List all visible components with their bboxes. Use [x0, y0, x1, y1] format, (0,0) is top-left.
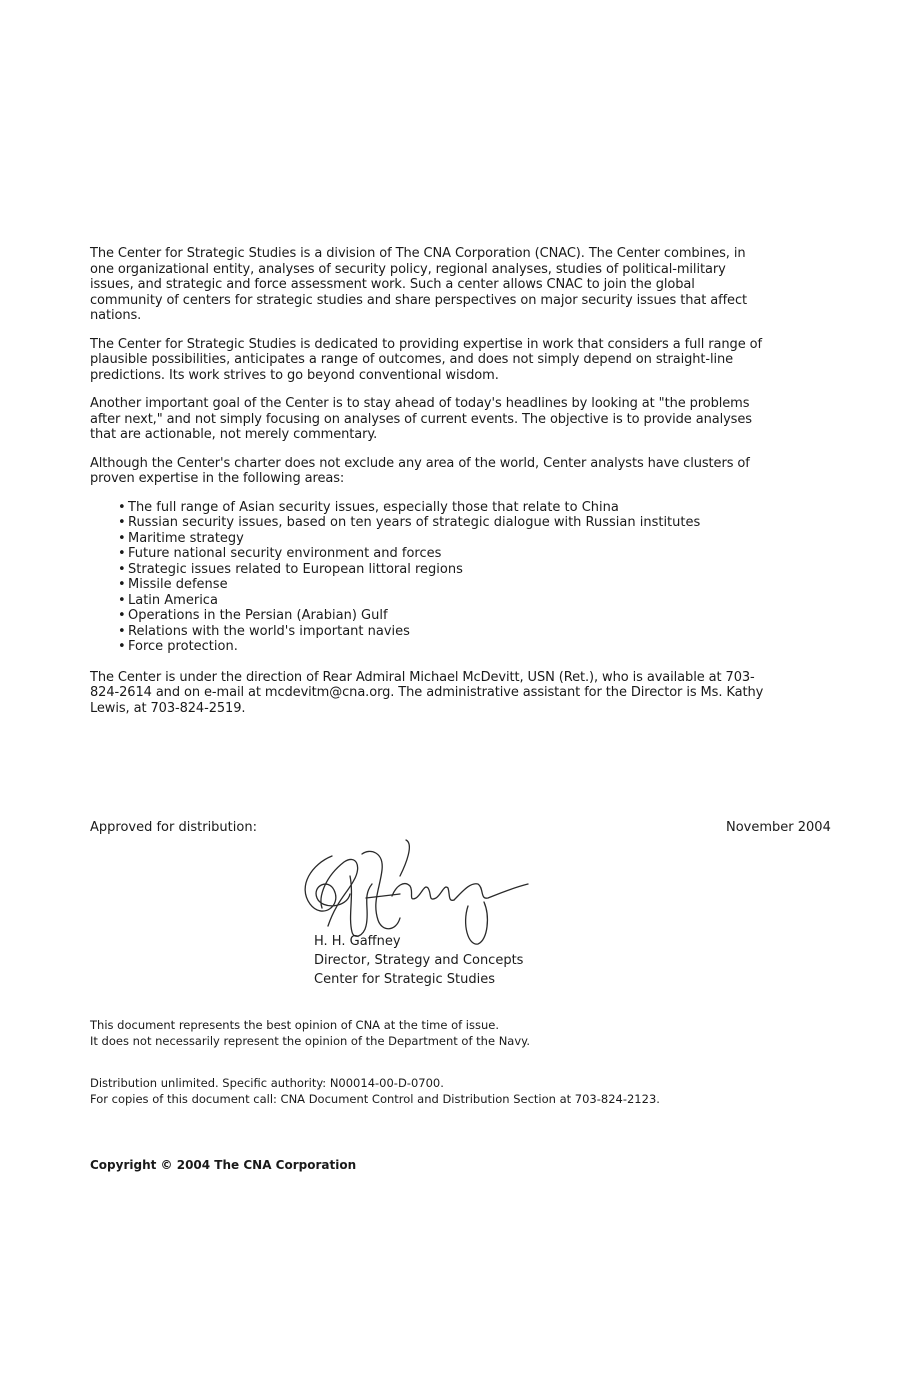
signer-title: Director, Strategy and Concepts [314, 953, 524, 968]
list-item: • Force protection. [118, 639, 770, 655]
intro-section [90, 246, 770, 729]
disclaimer-line: This document represents the best opinion of CNA at the time of issue. [90, 1018, 500, 1032]
disclaimer [90, 1017, 530, 1049]
intro-paragraph-2: The Center for Strategic Studies is dedicated to providing expertise in work that considers a full range of plausible possibilities, anticipates a range of outcomes, and does not simply depend on straight-line predictions. Its work strives to go beyond conventional wisdom. [90, 336, 762, 383]
intro-paragraph-4: Although the Center's charter does not exclude any area of the world, Center analysts have clusters of proven expertise in the following areas: [90, 455, 750, 486]
disclaimer-line: It does not necessarily represent the opinion of the Department of the Navy. [90, 1034, 530, 1048]
list-item: • The full range of Asian security issues, especially those that relate to China [118, 500, 770, 516]
list-item: • Missile defense [118, 577, 770, 593]
list-item: • Relations with the world's important navies [118, 624, 770, 640]
expertise-list [90, 500, 770, 655]
director-paragraph: The Center is under the direction of Rear Admiral Michael McDevitt, USN (Ret.), who is available at 703-824-2614 and on e-mail at mcdevitm@cna.org. The administrative assistant for the Director is Ms. Kathy Lewis, at 703-824-2519. [90, 669, 764, 716]
signer-organization: Center for Strategic Studies [314, 972, 496, 987]
list-item: • Maritime strategy [118, 531, 770, 547]
intro-paragraph-3: Another important goal of the Center is to stay ahead of today's headlines by looking at "the problems after next," and not simply focusing on analyses of current events. The objective is to provide analyses that are actionable, not merely commentary. [90, 396, 752, 442]
intro-paragraph-1: The Center for Strategic Studies is a division of The CNA Corporation (CNAC). The Center combines, in one organizational entity, analyses of security policy, regional analyses, studies of political-military issues, and strategic and force assessment work. Such a center allows CNAC to join the global community of centers for strategic studies and share perspectives on major security issues that affect nations. [90, 246, 747, 323]
approval-label: Approved for distribution: [90, 820, 257, 835]
signer-name: H. H. Gaffney [314, 934, 401, 949]
list-item: • Latin America [118, 593, 770, 609]
distribution-line: Distribution unlimited. Specific authority: N00014-00-D-0700. [90, 1076, 444, 1090]
list-item: • Russian security issues, based on ten years of strategic dialogue with Russian institutes [118, 515, 770, 531]
approval-date: November 2004 [726, 820, 831, 835]
distribution-statement [90, 1075, 660, 1107]
list-item: • Operations in the Persian (Arabian) Gulf [118, 608, 770, 624]
list-item: • Future national security environment and forces [118, 546, 770, 562]
list-item: • Strategic issues related to European littoral regions [118, 562, 770, 578]
copyright-notice: Copyright © 2004 The CNA Corporation [90, 1158, 357, 1172]
signer-block [314, 932, 523, 989]
distribution-line: For copies of this document call: CNA Document Control and Distribution Section at 703-824-2123. [90, 1092, 660, 1106]
